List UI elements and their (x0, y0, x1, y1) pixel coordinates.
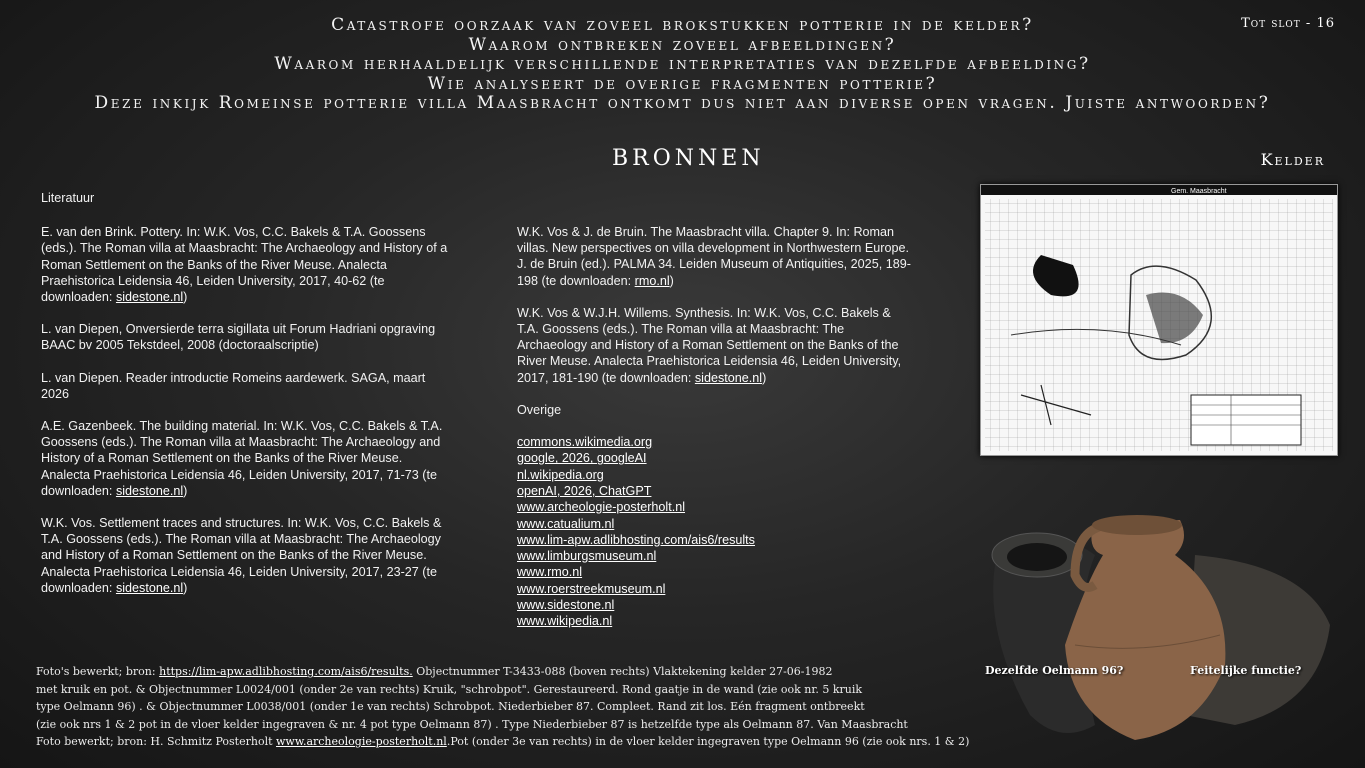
reference: A.E. Gazenbeek. The building material. In: W.K. Vos, C.C. Bakels & T.A. Goossens (eds.). The Roman villa at Maasbracht: The Archaeology and History of a Roman Settlement on the Banks of the River Meuse. Analecta Praehistorica Leidensia 46, Leiden University, 2017, 71-73 (te downloaden: sidestone.nl) (41, 419, 443, 498)
source-link[interactable]: www.archeologie-posterholt.nl (517, 500, 686, 515)
credit-line: type Oelmann 96) . & Objectnummer L0038/001 (onder 1e van rechts) Schrobpot. Niederbieber 87. Compleet. Rand zit los. Eén fragment ontbreekt (36, 700, 865, 713)
credit-line: met kruik en pot. & Objectnummer L0024/001 (onder 2e van rechts) Kruik, "schrobpot". Gerestaureerd. Rond gaatje in de wand (zie ook nr. 5 kruik (36, 682, 863, 696)
literature-column-2 (517, 224, 912, 630)
credit-link[interactable]: https://lim-apw.adlibhosting.com/ais6/results. (159, 665, 413, 678)
other-links (517, 434, 912, 630)
reference: W.K. Vos. Settlement traces and structures. In: W.K. Vos, C.C. Bakels & T.A. Goossens (eds.). The Roman villa at Maasbracht: The Archaeology and History of a Roman Settlement on the Banks of the River Meuse. Analecta Praehistorica Leidensia 46, Leiden University, 2017, 23-27 (te downloaden: sidestone.nl) (41, 516, 442, 595)
section-title: BRONNEN (612, 146, 765, 171)
source-link[interactable]: openAI, 2026, ChatGPT (517, 483, 652, 498)
source-link[interactable]: www.limburgsmuseum.nl (517, 549, 657, 564)
reference-link[interactable]: sidestone.nl (115, 580, 184, 595)
svg-text:Gem. Maasbracht: Gem. Maasbracht (1171, 188, 1227, 195)
source-link[interactable]: www.roerstreekmuseum.nl (517, 581, 666, 596)
source-link[interactable]: nl.wikipedia.org (517, 467, 604, 482)
reference: W.K. Vos & J. de Bruin. The Maasbracht villa. Chapter 9. In: Roman villas. New perspectives on villa development in Northwestern Europe. J. de Bruin (ed.). PALMA 34. Leiden Museum of Antiquities, 2025, 189-198 (te downloaden: rmo.nl) (517, 225, 911, 288)
reference: W.K. Vos & W.J.H. Willems. Synthesis. In: W.K. Vos, C.C. Bakels & T.A. Goossens (eds.). The Roman villa at Maasbracht: The Archaeology and History of a Roman Settlement on the Banks of the River Meuse. Analecta Praehistorica Leidensia 46, Leiden University, 2017, 181-190 (te downloaden: sidestone.nl) (517, 305, 902, 385)
slide-label: Tot slot - 16 (1241, 16, 1335, 31)
reference-link[interactable]: sidestone.nl (115, 290, 184, 305)
image-title: Kelder (1260, 150, 1325, 169)
source-link[interactable]: www.catualium.nl (517, 516, 615, 531)
source-link[interactable]: www.rmo.nl (517, 565, 583, 580)
header-line: Waarom ontbreken zoveel afbeeldingen? (468, 34, 897, 55)
header-line: Waarom herhaaldelijk verschillende interpretaties van dezelfde afbeelding? (274, 54, 1091, 75)
header-line: Wie analyseert de overige fragmenten potterie? (427, 73, 938, 94)
credit-line: (zie ook nrs 1 & 2 pot in de vloer kelder ingegraven & nr. 4 pot type Oelmann 87) . Type Niederbieber 87 is hetzelfde type als Oelmann 87. Van Maasbracht (36, 717, 908, 731)
caption-right: Feitelijke functie? (1190, 664, 1302, 677)
source-link[interactable]: www.lim-apw.adlibhosting.com/ais6/results (517, 532, 755, 547)
literature-column (41, 190, 453, 612)
source-link[interactable]: www.sidestone.nl (517, 598, 615, 612)
reference-link[interactable]: sidestone.nl (115, 483, 184, 498)
credit-link[interactable]: www.archeologie-posterholt.nl (276, 735, 447, 748)
pottery-photo (975, 495, 1335, 755)
credit-line: Foto bewerkt; bron: H. Schmitz Posterholt www.archeologie-posterholt.nl.Pot (onder 3e van rechts) in de vloer kelder ingegraven type Oelmann 96 (zie ook nrs. 1 & 2) (36, 735, 970, 748)
header-questions (0, 16, 1365, 114)
header-line: Deze inkijk Romeinse potterie villa Maasbracht ontkomt dus niet aan diverse open vragen. Juiste antwoorden? (94, 93, 1271, 114)
caption-left: Dezelfde Oelmann 96? (985, 664, 1124, 677)
reference-link[interactable]: sidestone.nl (694, 370, 763, 385)
header-line: Catastrofe oorzaak van zoveel brokstukken potterie in de kelder? (331, 15, 1034, 35)
source-link[interactable]: commons.wikimedia.org (517, 435, 653, 450)
credit-line: Foto's bewerkt; bron: https://lim-apw.adlibhosting.com/ais6/results. Objectnummer T-3433-088 (boven rechts) Vlaktekening kelder 27-06-1982 (36, 665, 833, 678)
other-heading: Overige (517, 402, 562, 417)
source-link[interactable]: google, 2026, googleAI (517, 451, 647, 466)
photo-credits (36, 663, 986, 751)
reference: E. van den Brink. Pottery. In: W.K. Vos, C.C. Bakels & T.A. Goossens (eds.). The Roman villa at Maasbracht: The Archaeology and History of a Roman Settlement on the Banks of the River Meuse. Analecta Praehistorica Leidensia 46, Leiden University, 2017, 40-62 (te downloaden: sidestone.nl) (41, 225, 448, 305)
reference: L. van Diepen. Reader introductie Romeins aardewerk. SAGA, maart 2026 (41, 370, 426, 401)
excavation-plan-image (980, 184, 1338, 456)
reference: L. van Diepen, Onversierde terra sigillata uit Forum Hadriani opgraving BAAC bv 2005 Tekstdeel, 2008 (doctoraalscriptie) (41, 322, 436, 353)
literature-heading: Literatuur (41, 191, 95, 205)
reference-link[interactable]: rmo.nl (634, 273, 670, 288)
source-link[interactable]: www.wikipedia.nl (517, 614, 613, 629)
